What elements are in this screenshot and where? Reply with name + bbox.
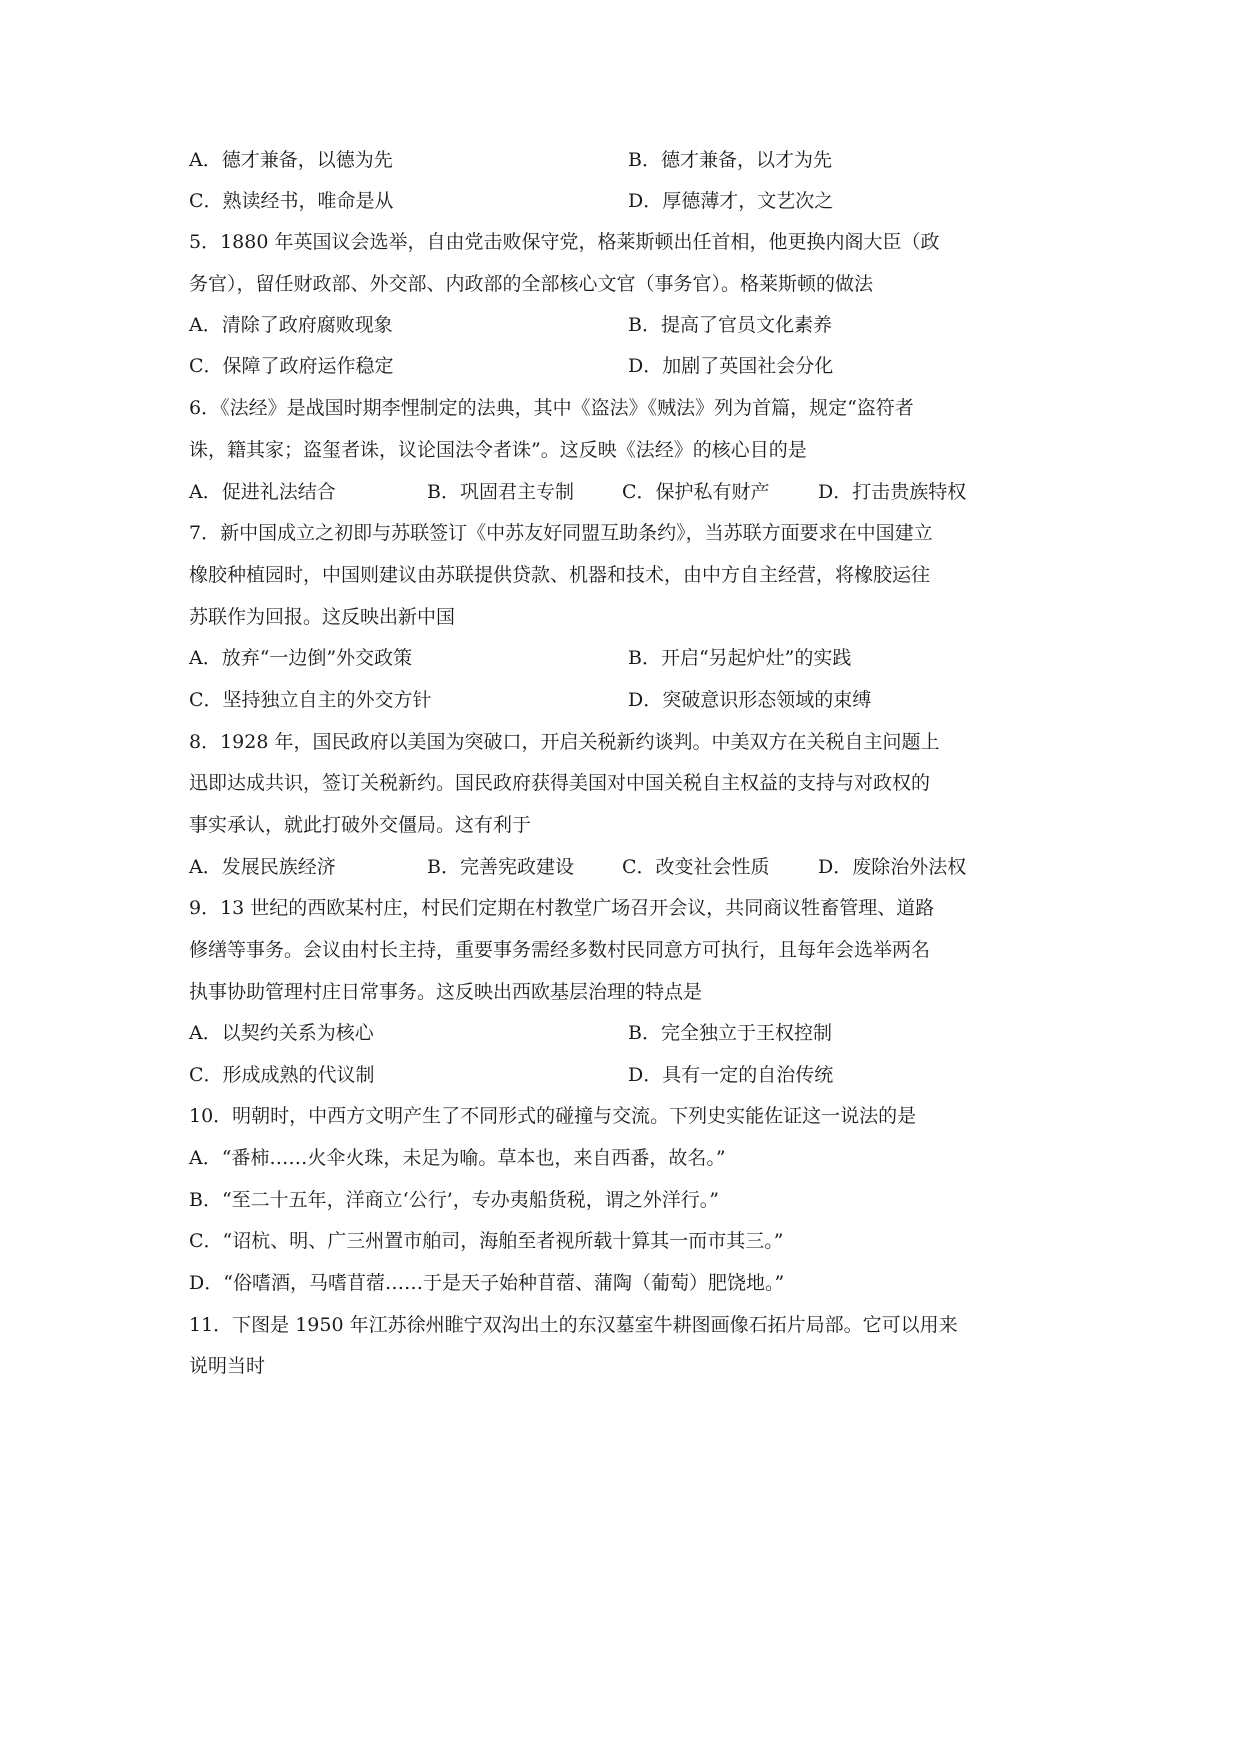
q6-option-c: C．保护私有财产 [622,481,770,503]
q6-stem-line-2: 诛，籍其家；盗玺者诛，议论国法令者诛”。这反映《法经》的核心目的是 [189,439,807,461]
q4-option-c: C．熟读经书，唯命是从 [189,190,394,212]
q9-stem-line-2: 修缮等事务。会议由村长主持，重要事务需经多数村民同意方可执行，且每年会选举两名 [189,939,931,961]
q4-option-b: B．德才兼备，以才为先 [628,149,832,171]
q8-stem-line-3: 事实承认，就此打破外交僵局。这有利于 [189,814,532,836]
q5-stem-line-1: 5．1880 年英国议会选举，自由党击败保守党，格莱斯顿出任首相，他更换内阁大臣（政 [189,231,940,253]
q7-stem-line-2: 橡胶种植园时，中国则建议由苏联提供贷款、机器和技术，由中方自主经营，将橡胶运往 [189,564,931,586]
q8-option-a: A．发展民族经济 [189,856,336,878]
q7-stem-line-3: 苏联作为回报。这反映出新中国 [189,606,456,628]
q5-option-a: A．清除了政府腐败现象 [189,314,393,336]
q8-option-c: C．改变社会性质 [622,856,770,878]
q9-stem-line-3: 执事协助管理村庄日常事务。这反映出西欧基层治理的特点是 [189,981,703,1003]
q9-option-d: D．具有一定的自治传统 [628,1064,834,1086]
q9-stem-line-1: 9．13 世纪的西欧某村庄，村民们定期在村教堂广场召开会议，共同商议牲畜管理、道路 [189,897,935,919]
q5-option-c: C．保障了政府运作稳定 [189,355,394,377]
q7-option-b: B．开启“另起炉灶”的实践 [628,647,852,669]
q6-option-a: A．促进礼法结合 [189,481,336,503]
q9-option-a: A．以契约关系为核心 [189,1022,374,1044]
q4-option-d: D．厚德薄才，文艺次之 [628,190,834,212]
q6-stem-line-1: 6．《法经》是战国时期李悝制定的法典，其中《盗法》《贼法》列为首篇，规定“盗符者 [189,397,914,419]
q8-option-b: B．完善宪政建设 [427,856,574,878]
q6-option-b: B．巩固君主专制 [427,481,574,503]
q7-option-a: A．放弃“一边倒”外交政策 [189,647,413,669]
q5-option-b: B．提高了官员文化素养 [628,314,832,336]
q11-stem-line-2: 说明当时 [189,1355,266,1377]
q11-stem-line-1: 11．下图是 1950 年江苏徐州睢宁双沟出土的东汉墓室牛耕图画像石拓片局部。它可以用来 [189,1314,958,1336]
q5-option-d: D．加剧了英国社会分化 [628,355,834,377]
q8-stem-line-1: 8．1928 年，国民政府以美国为突破口，开启关税新约谈判。中美双方在关税自主问题上 [189,731,940,753]
q10-stem-line-1: 10．明朝时，中西方文明产生了不同形式的碰撞与交流。下列史实能佐证这一说法的是 [189,1105,917,1127]
q7-stem-line-1: 7．新中国成立之初即与苏联签订《中苏友好同盟互助条约》，当苏联方面要求在中国建立 [189,522,933,544]
q8-option-d: D．废除治外法权 [818,856,967,878]
q4-option-a: A．德才兼备，以德为先 [189,149,393,171]
q5-stem-line-2: 务官），留任财政部、外交部、内政部的全部核心文官（事务官）。格莱斯顿的做法 [189,273,874,295]
q9-option-c: C．形成成熟的代议制 [189,1064,375,1086]
q10-option-d: D．“俗嗜酒，马嗜苜蓿……于是天子始种苜蓿、蒲陶（葡萄）肥饶地。” [189,1272,785,1294]
q10-option-b: B．“至二十五年，洋商立‘公行’，专办夷船货税，谓之外洋行。” [189,1189,719,1211]
q9-option-b: B．完全独立于王权控制 [628,1022,832,1044]
q6-option-d: D．打击贵族特权 [818,481,967,503]
q8-stem-line-2: 迅即达成共识，签订关税新约。国民政府获得美国对中国关税自主权益的支持与对政权的 [189,772,931,794]
q7-option-c: C．坚持独立自主的外交方针 [189,689,432,711]
q10-option-a: A．“番柿……火伞火珠，未足为喻。草本也，来自西番，故名。” [189,1147,726,1169]
q7-option-d: D．突破意识形态领域的束缚 [628,689,872,711]
q10-option-c: C．“诏杭、明、广三州置市舶司，海舶至者视所载十算其一而市其三。” [189,1230,784,1252]
